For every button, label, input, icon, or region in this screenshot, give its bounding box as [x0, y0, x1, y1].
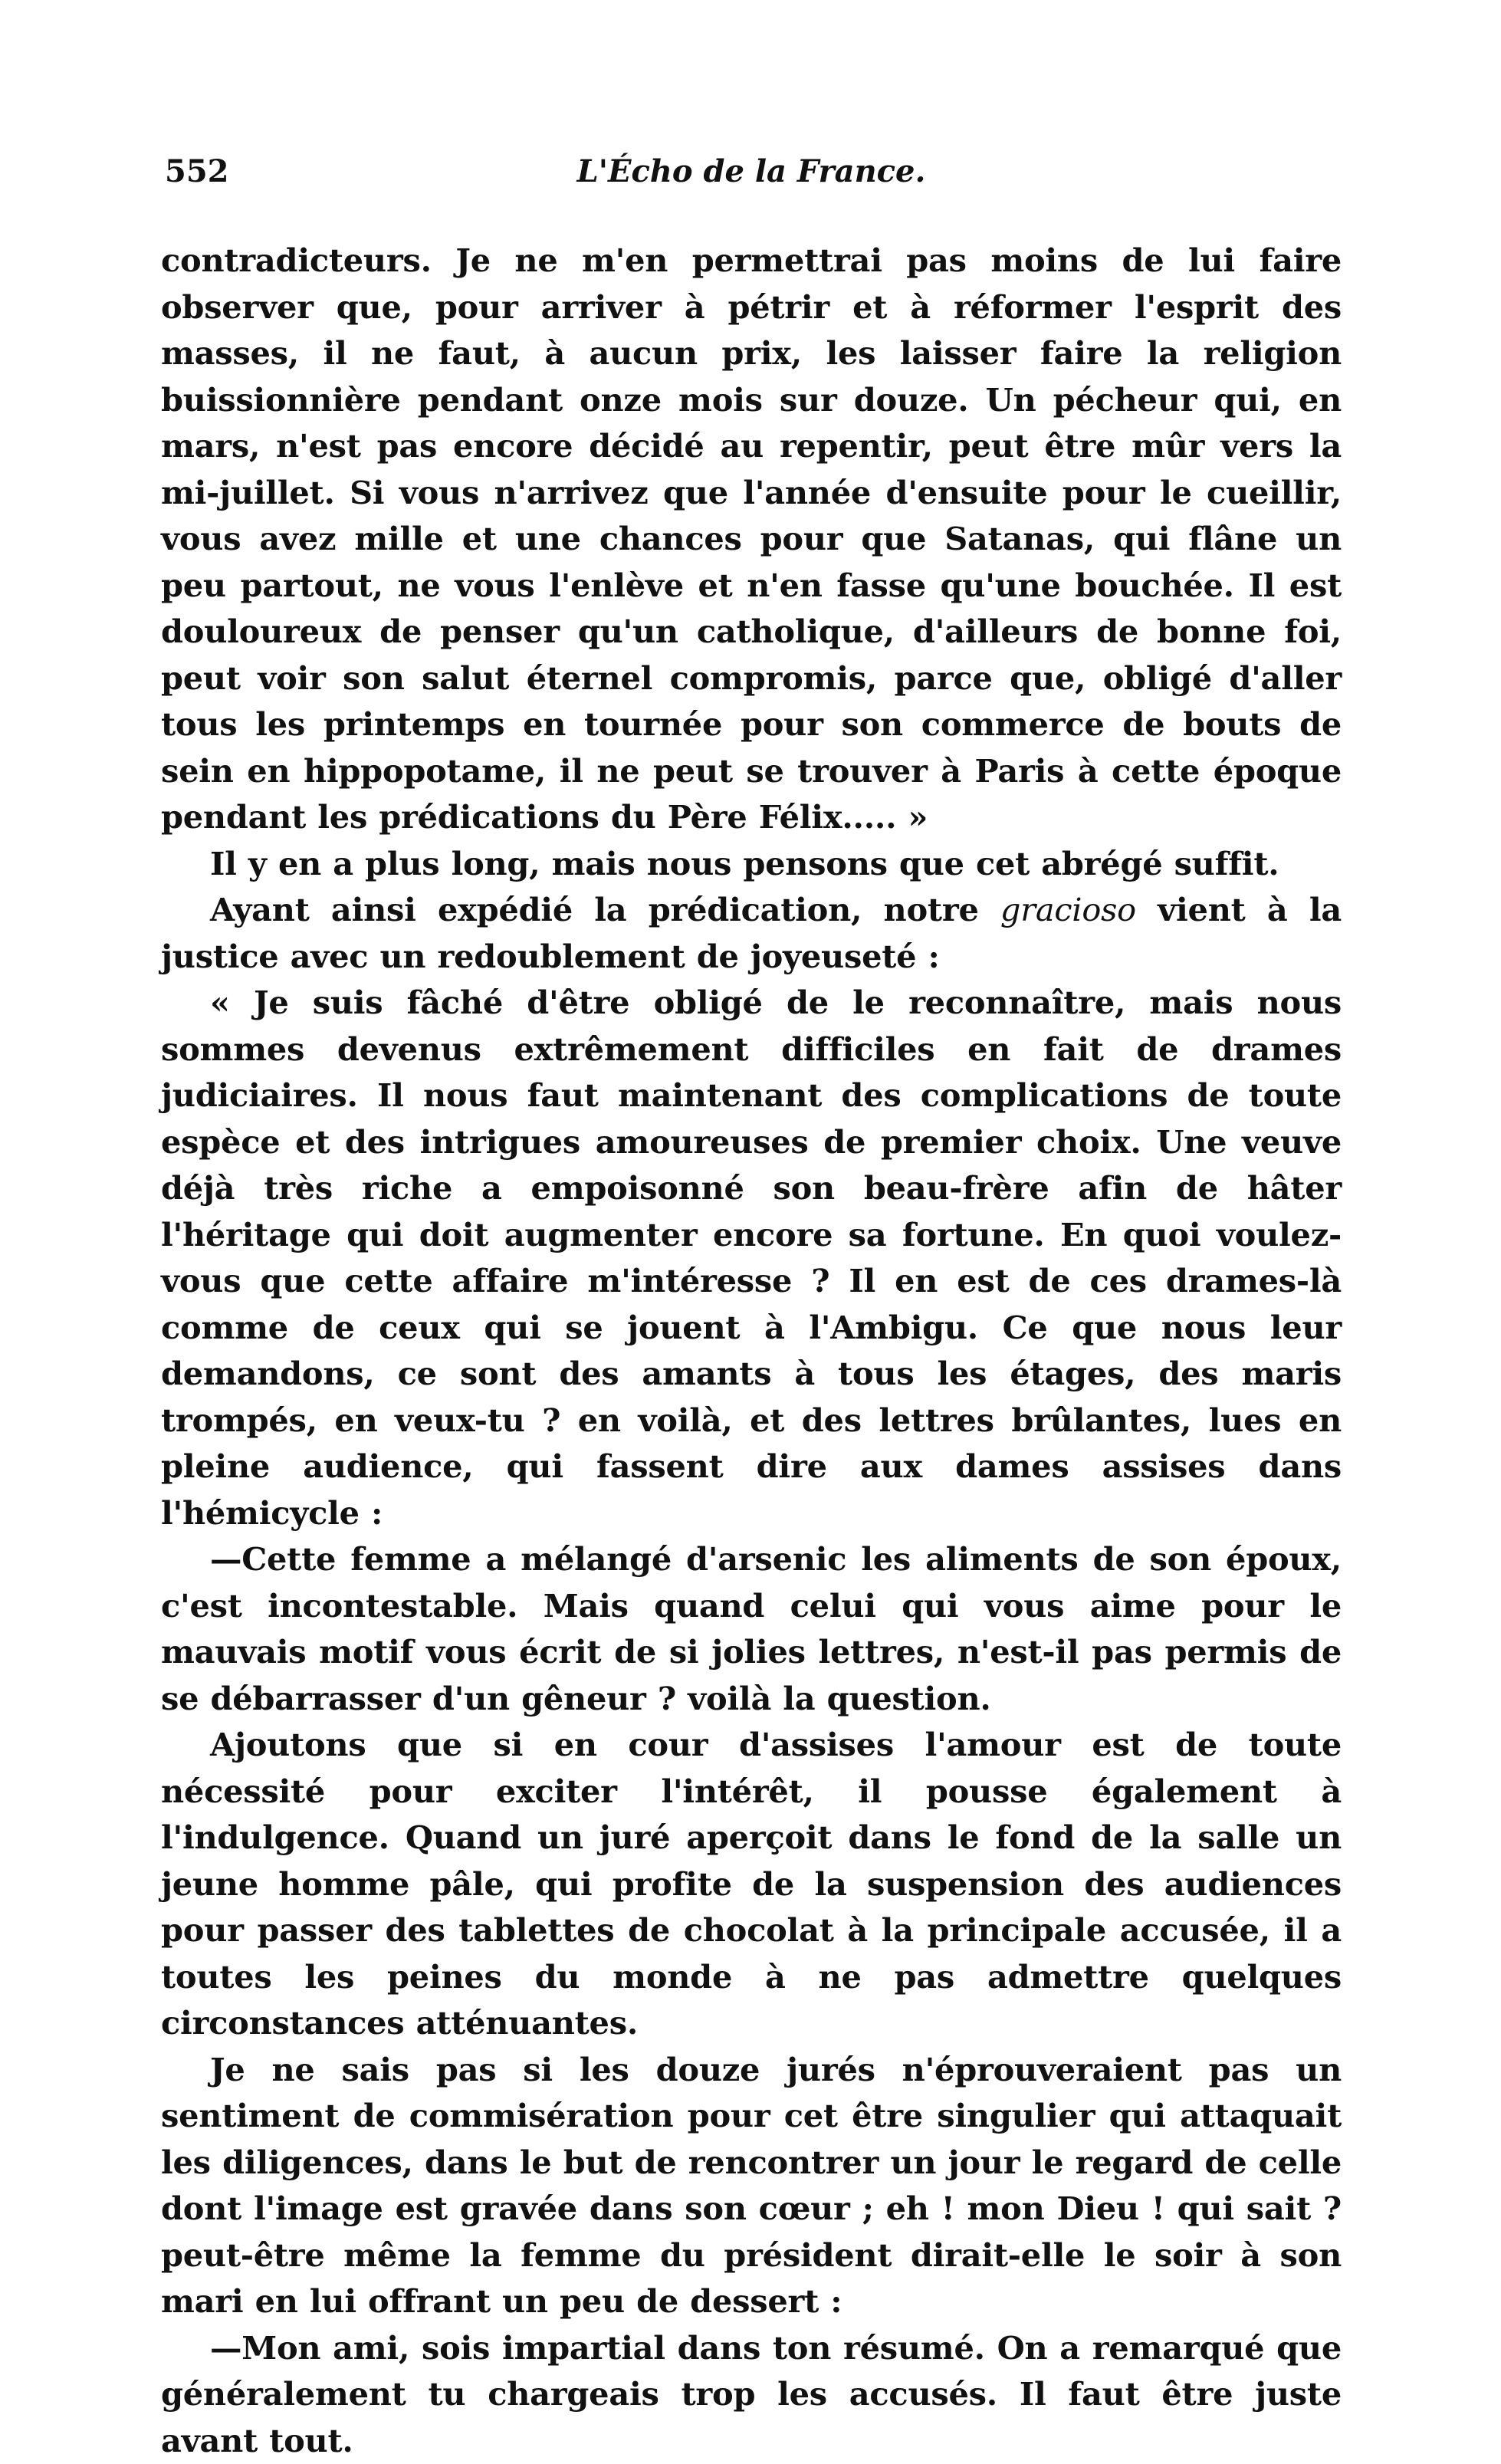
paragraph-4: « Je suis fâché d'être obligé de le reconnaître, mais nous sommes devenus extrêmement difficiles en fait de drames judiciaires. Il nous faut maintenant des complications de toute espèce et des intrigues amoureuses de premier choix. Une veuve déjà très riche a empoisonné son beau-frère afin de hâter l'héritage qui doit augmenter encore sa fortune. En quoi voulez-vous que cette affaire m'intéresse ? Il en est de ces drames-là comme de ceux qui se jouent à l'Ambigu. Ce que nous leur demandons, ce sont des amants à tous les étages, des maris trompés, en veux-tu ? en voilà, et des lettres brûlantes, lues en pleine audience, qui fassent dire aux dames assises dans l'hémicycle : — [161, 980, 1342, 1536]
paragraph-3-italic: gracioso — [1000, 891, 1136, 928]
page-number: 552 — [165, 153, 229, 189]
body-text — [161, 238, 1342, 2464]
paragraph-8: —Mon ami, sois impartial dans ton résumé. On a remarqué que généralement tu chargeais trop les accusés. Il faut être juste avant tout. — [161, 2325, 1342, 2464]
paragraph-3-after: vient à la justice avec un redoublement de joyeuseté : — [161, 891, 1342, 975]
paragraph-3-before: Ayant ainsi expédié la prédication, notre — [210, 891, 1000, 928]
paragraph-1: contradicteurs. Je ne m'en permettrai pas moins de lui faire observer que, pour arriver à pétrir et à réformer l'esprit des masses, il ne faut, à aucun prix, les laisser faire la religion buissionnière pendant onze mois sur douze. Un pécheur qui, en mars, n'est pas encore décidé au repentir, peut être mûr vers la mi-juillet. Si vous n'arrivez que l'année d'ensuite pour le cueillir, vous avez mille et une chances pour que Satanas, qui flâne un peu partout, ne vous l'enlève et n'en fasse qu'une bouchée. Il est douloureux de penser qu'un catholique, d'ailleurs de bonne foi, peut voir son salut éternel compromis, parce que, obligé d'aller tous les printemps en tournée pour son commerce de bouts de sein en hippopotame, il ne peut se trouver à Paris à cette époque pendant les prédications du Père Félix..... » — [161, 238, 1342, 841]
paragraph-7: Je ne sais pas si les douze jurés n'éprouveraient pas un sentiment de commisération pour cet être singulier qui attaquait les diligences, dans le but de rencontrer un jour le regard de celle dont l'image est gravée dans son cœur ; eh ! mon Dieu ! qui sait ? peut-être même la femme du président dirait-elle le soir à son mari en lui offrant un peu de dessert : — [161, 2047, 1342, 2325]
paragraph-3 — [161, 887, 1342, 980]
paragraph-5: —Cette femme a mélangé d'arsenic les aliments de son époux, c'est incontestable. Mais quand celui qui vous aime pour le mauvais motif vous écrit de si jolies lettres, n'est-il pas permis de se débarrasser d'un gêneur ? voilà la question. — [161, 1536, 1342, 1722]
paragraph-6: Ajoutons que si en cour d'assises l'amour est de toute nécessité pour exciter l'intérêt, il pousse également à l'indulgence. Quand un juré aperçoit dans le fond de la salle un jeune homme pâle, qui profite de la suspension des audiences pour passer des tablettes de chocolat à la principale accusée, il a toutes les peines du monde à ne pas admettre quelques circonstances atténuantes. — [161, 1722, 1342, 2047]
running-title: L'Écho de la France. — [161, 153, 1342, 189]
paragraph-2: Il y en a plus long, mais nous pensons que cet abrégé suffit. — [161, 841, 1342, 888]
page-header — [161, 153, 1342, 215]
book-page — [161, 153, 1342, 2464]
